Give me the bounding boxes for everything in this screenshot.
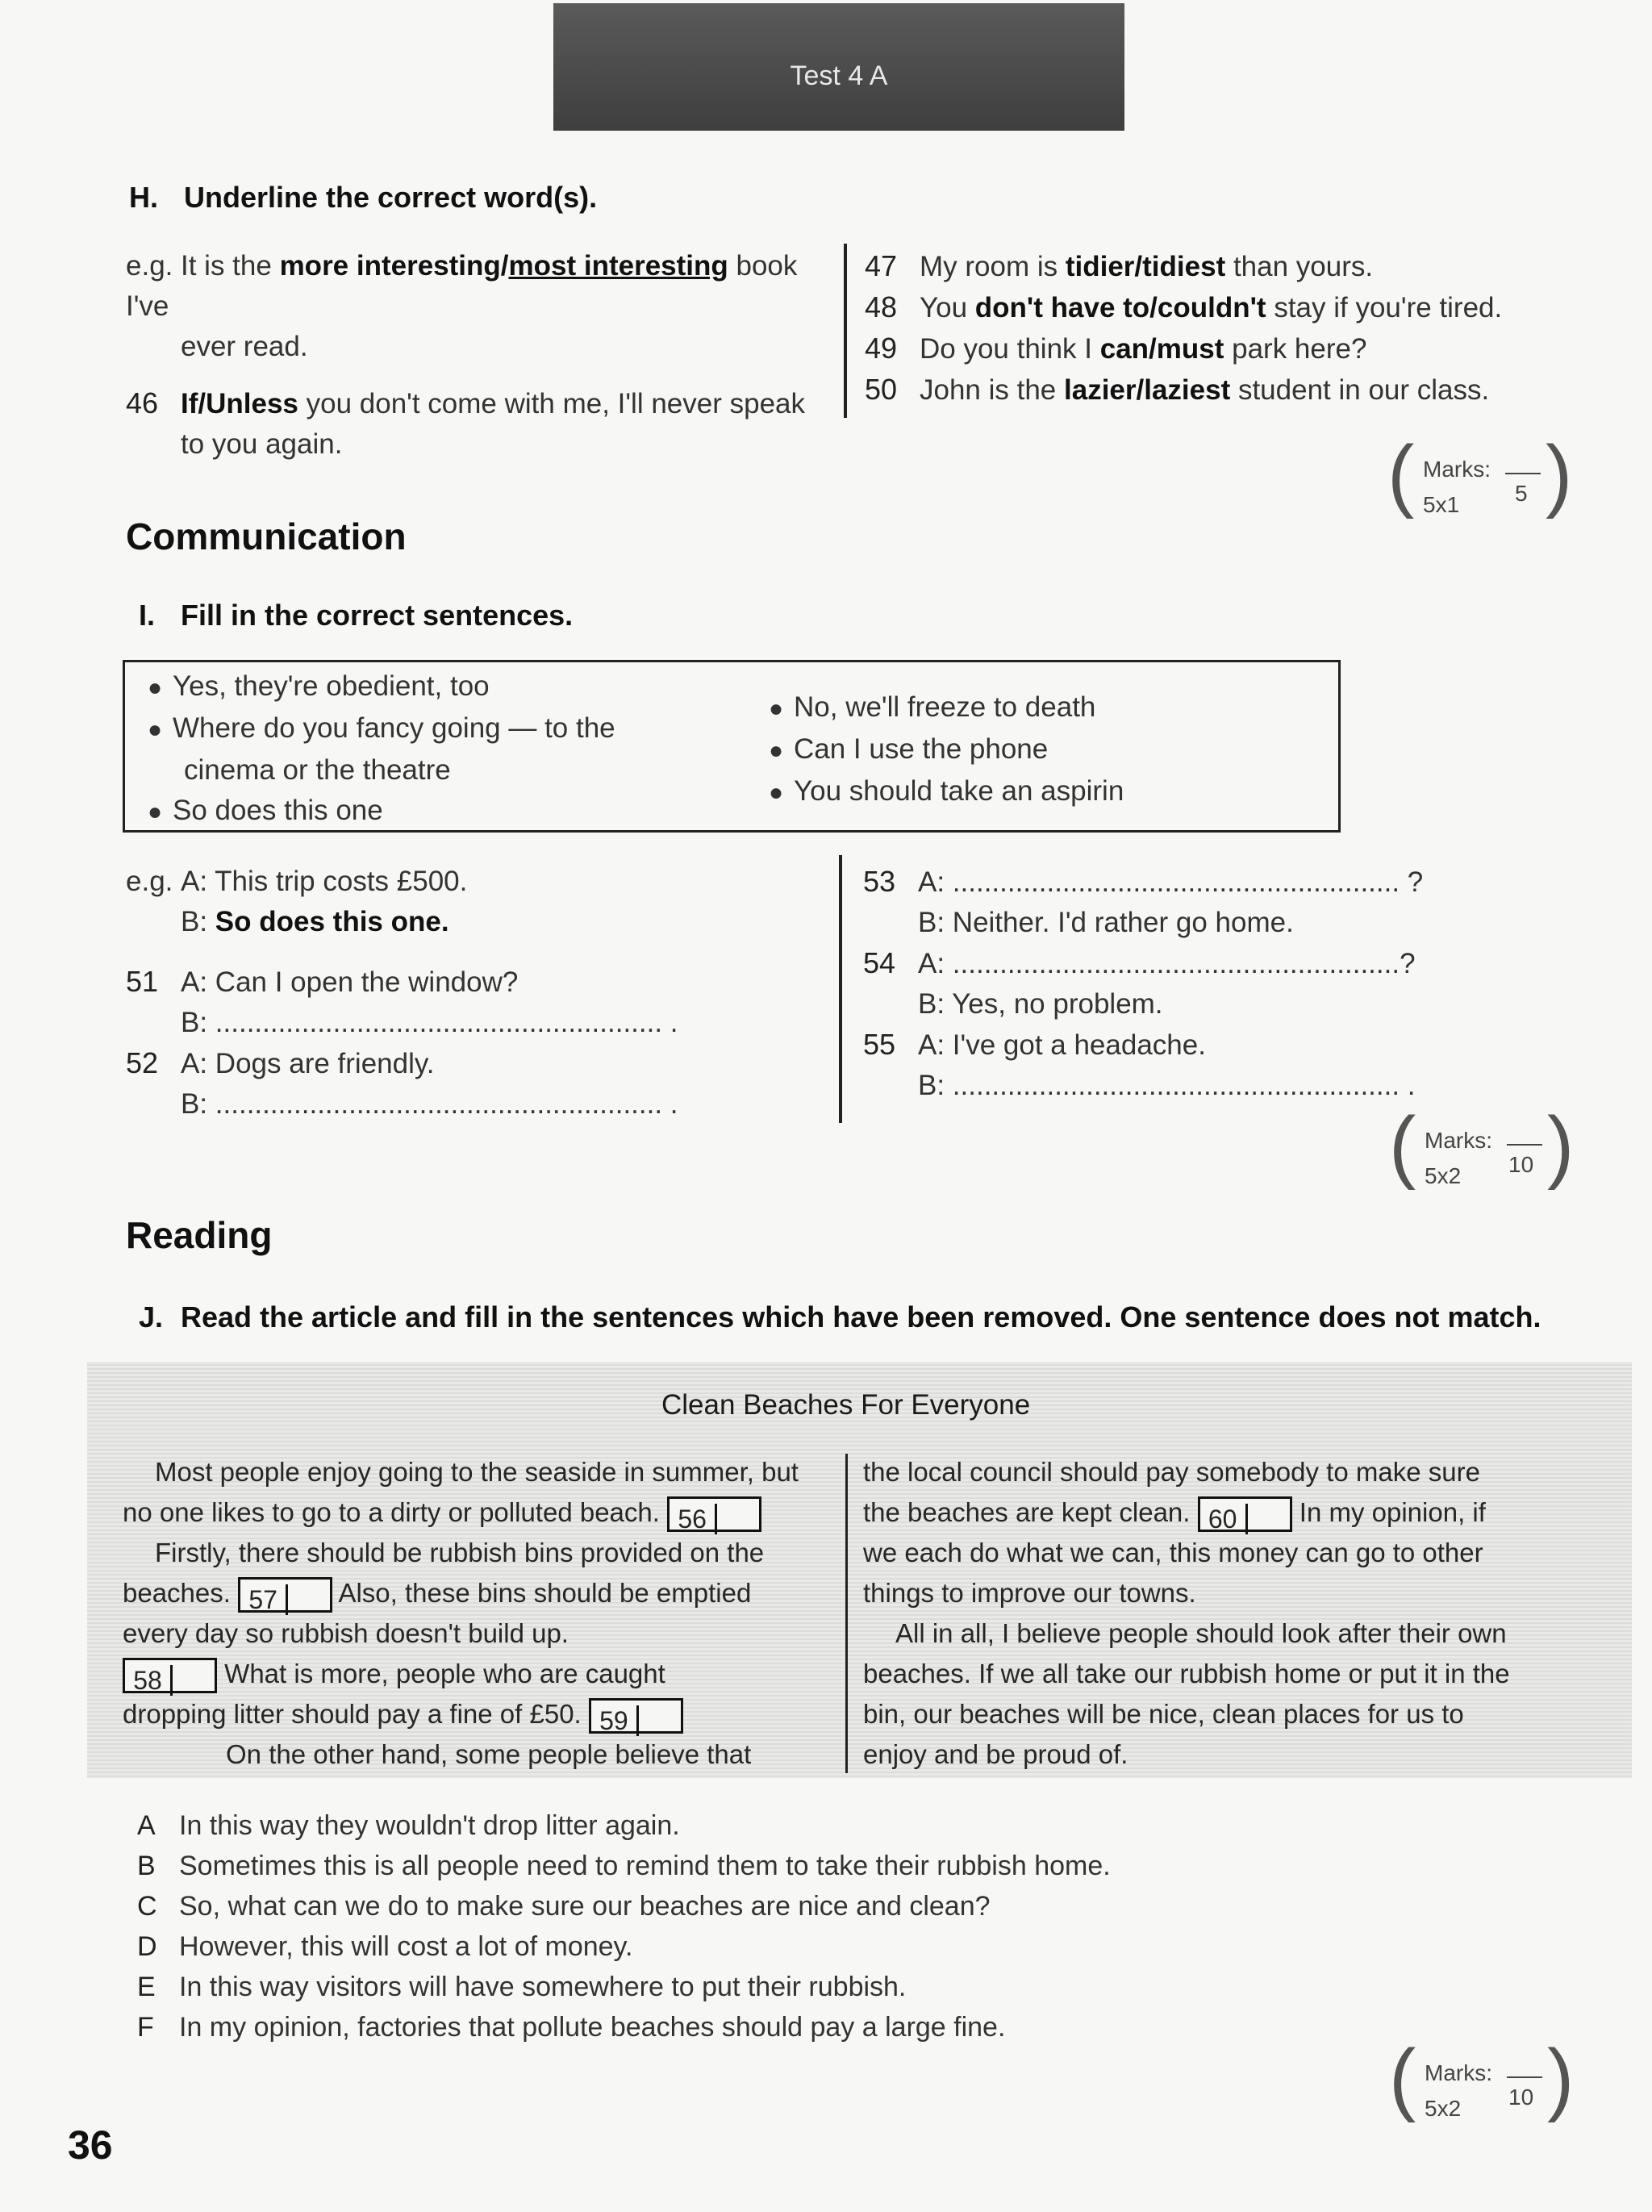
- exercise-i-left-column: [126, 862, 836, 1125]
- question-46: 46 If/Unless you don't come with me, I'll never speak: [126, 386, 805, 419]
- bank-item: ● No, we'll freeze to death: [768, 691, 1096, 723]
- question-51-a: 51 A: Can I open the window?: [126, 965, 519, 998]
- option-e: E In this way visitors will have somewhere to put their rubbish.: [137, 1972, 907, 2002]
- option-d: D However, this will cost a lot of money.: [137, 1931, 633, 1962]
- communication-section-title: Communication: [126, 515, 407, 557]
- question-54-b: B: Yes, no problem.: [918, 988, 1163, 1020]
- article-title: Clean Beaches For Everyone: [661, 1389, 1031, 1421]
- question-55-a: 55 A: I've got a headache.: [863, 1028, 1206, 1061]
- column-divider: [844, 244, 847, 418]
- test-header: [553, 3, 1124, 131]
- question-51-b: B: ......................................................... .: [181, 1007, 678, 1038]
- bank-item-cont: cinema or the theatre: [184, 754, 451, 786]
- question-48: 48 You don't have to/couldn't stay if you're tired.: [865, 290, 1503, 323]
- question-50: 50 John is the lazier/laziest student in our class.: [865, 373, 1490, 406]
- sentence-bank-left: [137, 666, 734, 833]
- article-column-2: the local council should pay somebody to make sure the beaches are kept clean. 60 In my opinion, if we each do what we can, this money can go to other things to improve our towns. All in all, I believe people should look after their own beaches. If we all take our rubbish home or put it in the bin, our beaches will be nice, clean places for us to enjoy and be proud of.: [863, 1457, 1510, 1769]
- example-line-2: ever read.: [181, 331, 308, 362]
- question-47: 47 My room is tidier/tidiest than yours.: [865, 249, 1374, 282]
- exercise-h-left-column: [126, 246, 832, 465]
- exercise-h-right-column: [865, 246, 1607, 411]
- marks-box-i: ( Marks: 5x2 10 ): [1389, 1100, 1575, 1191]
- question-46-line-2: to you again.: [181, 428, 343, 460]
- sentence-bank-right: [758, 687, 1323, 813]
- option-c: C So, what can we do to make sure our beaches are nice and clean?: [137, 1891, 991, 1922]
- option-a: A In this way they wouldn't drop litter again.: [137, 1810, 680, 1841]
- question-53-b: B: Neither. I'd rather go home.: [918, 907, 1294, 938]
- example-line: e.g. It is the more interesting/most interesting book I've: [126, 250, 798, 322]
- bank-item: ● You should take an aspirin: [768, 775, 1124, 807]
- exercise-h-heading: H. Underline the correct word(s).: [129, 181, 598, 214]
- example-b: B: So does this one.: [181, 906, 449, 937]
- article-column-1: Most people enjoy going to the seaside in summer, but no one likes to go to a dirty or polluted beach. 56 Firstly, there should be rubbish bins provided on the beaches. 57 Also, these bins should be emptied every day so rubbish doesn't build up. 58 What is more, people who are caught dropping litter should pay a fine of £50. 59 On the other hand, some people believe that: [123, 1457, 799, 1769]
- question-53-a: 53 A: ......................................................... ?: [863, 865, 1424, 898]
- exercise-i-heading: I. Fill in the correct sentences.: [139, 599, 574, 632]
- bank-item: ● Can I use the phone: [768, 733, 1049, 765]
- question-52-a: 52 A: Dogs are friendly.: [126, 1046, 435, 1079]
- marks-box-h: ( Marks: 5x1 5 ): [1387, 429, 1573, 520]
- page-number: 36: [68, 2122, 113, 2168]
- answer-options: [137, 1805, 1589, 2047]
- marks-box-j: ( Marks: 5x2 10 ): [1389, 2033, 1575, 2123]
- article-column-divider: [845, 1454, 848, 1773]
- bank-item: ● So does this one: [147, 795, 383, 826]
- question-54-a: 54 A: .........................................................?: [863, 946, 1416, 979]
- column-divider: [839, 855, 842, 1123]
- gap-60[interactable]: 60: [1198, 1496, 1292, 1532]
- bank-item: ● Where do you fancy going — to the: [147, 712, 615, 744]
- question-55-b: B: ......................................................... .: [918, 1070, 1416, 1101]
- option-b: B Sometimes this is all people need to remind them to take their rubbish home.: [137, 1851, 1111, 1881]
- gap-56[interactable]: 56: [667, 1496, 761, 1532]
- reading-section-title: Reading: [126, 1214, 273, 1256]
- exercise-j-heading: J. Read the article and fill in the sentences which have been removed. One sentence does not match.: [139, 1300, 1541, 1333]
- gap-58[interactable]: 58: [123, 1658, 217, 1693]
- question-49: 49 Do you think I can/must park here?: [865, 332, 1367, 365]
- example-a: e.g. A: This trip costs £500.: [126, 866, 468, 897]
- option-f: F In my opinion, factories that pollute beaches should pay a large fine.: [137, 2012, 1006, 2043]
- test-title: Test 4 A: [790, 61, 888, 91]
- gap-57[interactable]: 57: [238, 1577, 332, 1613]
- question-52-b: B: ......................................................... .: [181, 1088, 678, 1120]
- exercise-i-right-column: [863, 862, 1541, 1106]
- bank-item: ● Yes, they're obedient, too: [147, 670, 490, 702]
- gap-59[interactable]: 59: [589, 1698, 683, 1734]
